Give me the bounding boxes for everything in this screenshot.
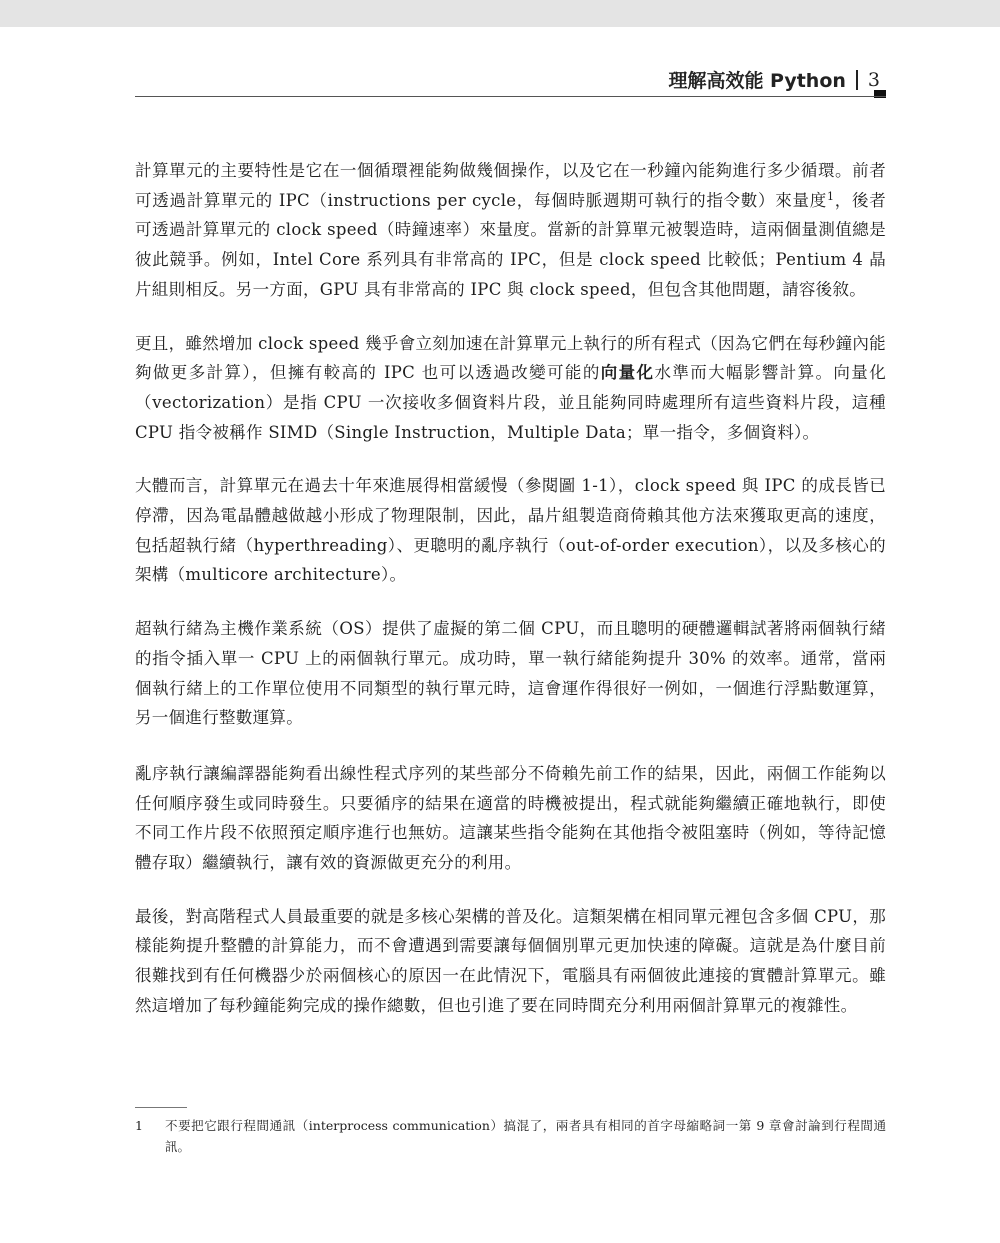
- paragraph-text: 更且，雖然增加 clock speed 幾乎會立刻加速在計算單元上執行的所有程式（因為它們在每秒鐘內能夠做更多計算），但擁有較高的 IPC 也可以透過改變可能的: [135, 333, 886, 383]
- header-rule: [135, 96, 886, 97]
- footnote-rule: [135, 1107, 187, 1108]
- header-divider: [856, 70, 858, 90]
- paragraph-compute-units: [135, 156, 886, 305]
- emphasized-term: 向量化: [600, 363, 655, 383]
- footnote-number: 1: [135, 1118, 143, 1133]
- paragraph-vectorization: [135, 329, 886, 448]
- paragraph-text: 計算單元的主要特性是它在一個循環裡能夠做幾個操作，以及它在一秒鐘內能夠進行多少循環。前者可透過計算單元的 IPC（instructions per cycle，每個時脈週期可執行的指令數）來量度: [135, 161, 886, 210]
- running-header: [668, 66, 880, 93]
- paragraph-text: 水準而大幅影響計算。向量化（vectorization）是指 CPU 一次接收多個資料片段，並且能夠同時處理所有這些資料片段，這種 CPU 指令被稱作 SIMD（Single Instruction，Multiple Data；單一指令，多個資料）。: [135, 363, 887, 442]
- footnote: [135, 1115, 886, 1157]
- paragraph-text: ，後者可透過計算單元的 clock speed（時鐘速率）來量度。當新的計算單元被製造時，這兩個量測值總是彼此競爭。例如，Intel Core 系列具有非常高的 IPC，但是 clock speed 比較低；Pentium 4 晶片組則相反。另一方面，GPU 具有非常高的 IPC 與 clock speed，但包含其他問題，請容後敘。: [135, 190, 886, 299]
- paragraph-progress: 大體而言，計算單元在過去十年來進展得相當緩慢（參閱圖 1-1），clock speed 與 IPC 的成長皆已停滯，因為電晶體越做越小形成了物理限制，因此，晶片組製造商倚賴其他方法來獲取更高的速度，包括超執行緒（hyperthreading）、更聰明的亂序執行（out-of-order execution），以及多核心的架構（multicore architecture）。: [135, 476, 886, 585]
- footnote-text: 不要把它跟行程間通訊（interprocess communication）搞混了，兩者具有相同的首字母縮略詞一第 9 章會討論到行程間通訊。: [165, 1118, 886, 1154]
- paragraph-multicore: 最後，對高階程式人員最重要的就是多核心架構的普及化。這類架構在相同單元裡包含多個 CPU，那樣能夠提升整體的計算能力，而不會遭遇到需要讓每個個別單元更加快速的障礙。這就是為什麼目前很難找到有任何機器少於兩個核心的原因一在此情況下，電腦具有兩個彼此連接的實體計算單元。雖然這增加了每秒鐘能夠完成的操作總數，但也引進了要在同時間充分利用兩個計算單元的複雜性。: [135, 906, 886, 1015]
- body-text: [135, 156, 886, 1045]
- paragraph-hyperthreading: 超執行緒為主機作業系統（OS）提供了虛擬的第二個 CPU，而且聰明的硬體邏輯試著將兩個執行緒的指令插入單一 CPU 上的兩個執行單元。成功時，單一執行緒能夠提升 30% 的效率。通常，當兩個執行緒上的工作單位使用不同類型的執行單元時，這會運作得很好一例如，一個進行浮點數運算，另一個進行整數運算。: [135, 619, 886, 728]
- running-header-title: 理解高效能 Python: [668, 70, 846, 92]
- footnote-reference[interactable]: 1: [826, 189, 835, 203]
- top-margin-band: [0, 0, 1000, 27]
- paragraph-out-of-order: 亂序執行讓編譯器能夠看出線性程式序列的某些部分不倚賴先前工作的結果，因此，兩個工作能夠以任何順序發生或同時發生。只要循序的結果在適當的時機被提出，程式就能夠繼續正確地執行，即使不同工作片段不依照預定順序進行也無妨。這讓某些指令能夠在其他指令被阻塞時（例如，等待記憶體存取）繼續執行，讓有效的資源做更充分的利用。: [135, 763, 886, 873]
- page-number: 3: [867, 68, 880, 91]
